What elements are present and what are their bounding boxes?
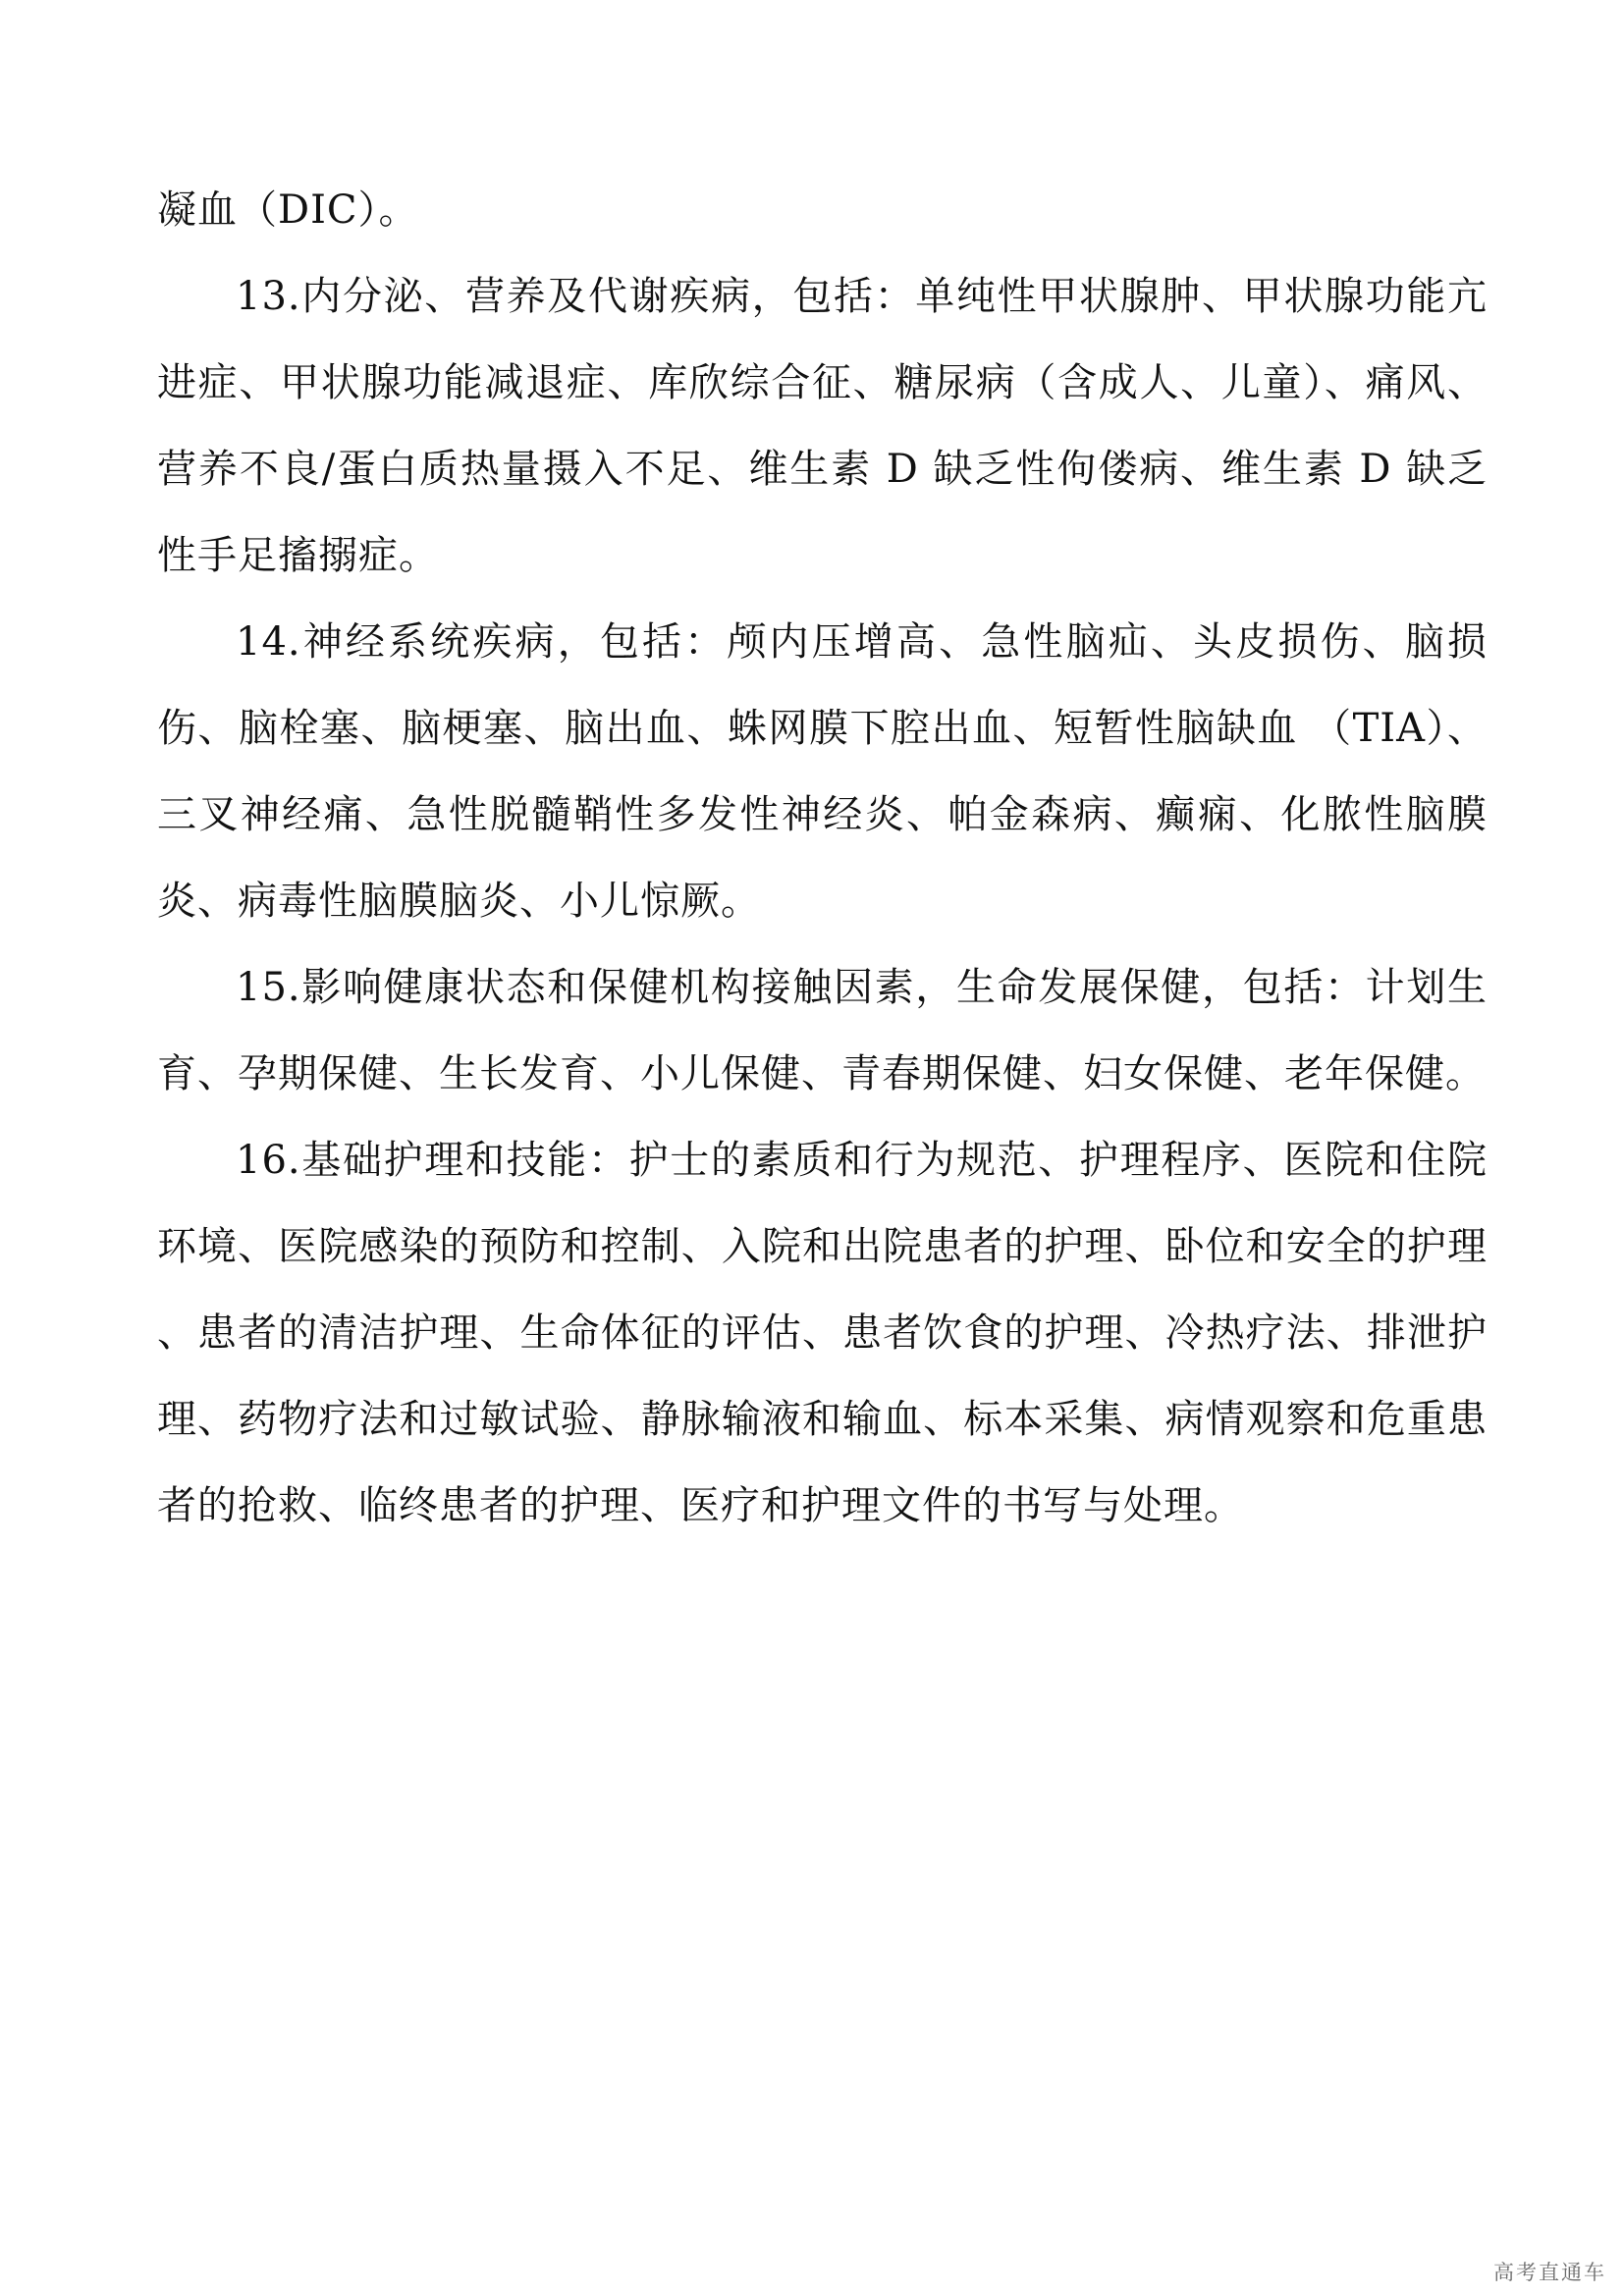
paragraph-item-15: 15.影响健康状态和保健机构接触因素，生命发展保健，包括：计划生育、孕期保健、生长发育、小儿保健、青春期保健、妇女保健、老年保健。: [157, 965, 1488, 1096]
paragraph-item-13: 13.内分泌、营养及代谢疾病，包括：单纯性甲状腺肿、甲状腺功能亢进症、甲状腺功能减退症、库欣综合征、糖尿病（含成人、儿童）、痛风、营养不良/蛋白质热量摄入不足、维生素 D 缺乏性佝偻病、维生素 D 缺乏性手足搐搦症。: [157, 274, 1488, 578]
document-body: [157, 167, 1488, 1549]
paragraph-item-16: 16.基础护理和技能：护士的素质和行为规范、护理程序、医院和住院环境、医院感染的预防和控制、入院和出院患者的护理、卧位和安全的护理 、患者的清洁护理、生命体征的评估、患者饮食的护理、冷热疗法、排泄护理、药物疗法和过敏试验、静脉输液和输血、标本采集、病情观察和危重患者的抢救、临终患者的护理、医疗和护理文件的书写与处理。: [157, 1138, 1488, 1528]
watermark-text: 高考直通车: [1493, 2261, 1606, 2284]
paragraph-item-14: 14.神经系统疾病，包括：颅内压增高、急性脑疝、头皮损伤、脑损伤、脑栓塞、脑梗塞、脑出血、蛛网膜下腔出血、短暂性脑缺血 （TIA）、三叉神经痛、急性脱髓鞘性多发性神经炎、帕金森病、癫痫、化脓性脑膜炎、病毒性脑膜脑炎、小儿惊厥。: [157, 619, 1488, 924]
paragraph-continuation: 凝血（DIC）。: [157, 187, 419, 233]
